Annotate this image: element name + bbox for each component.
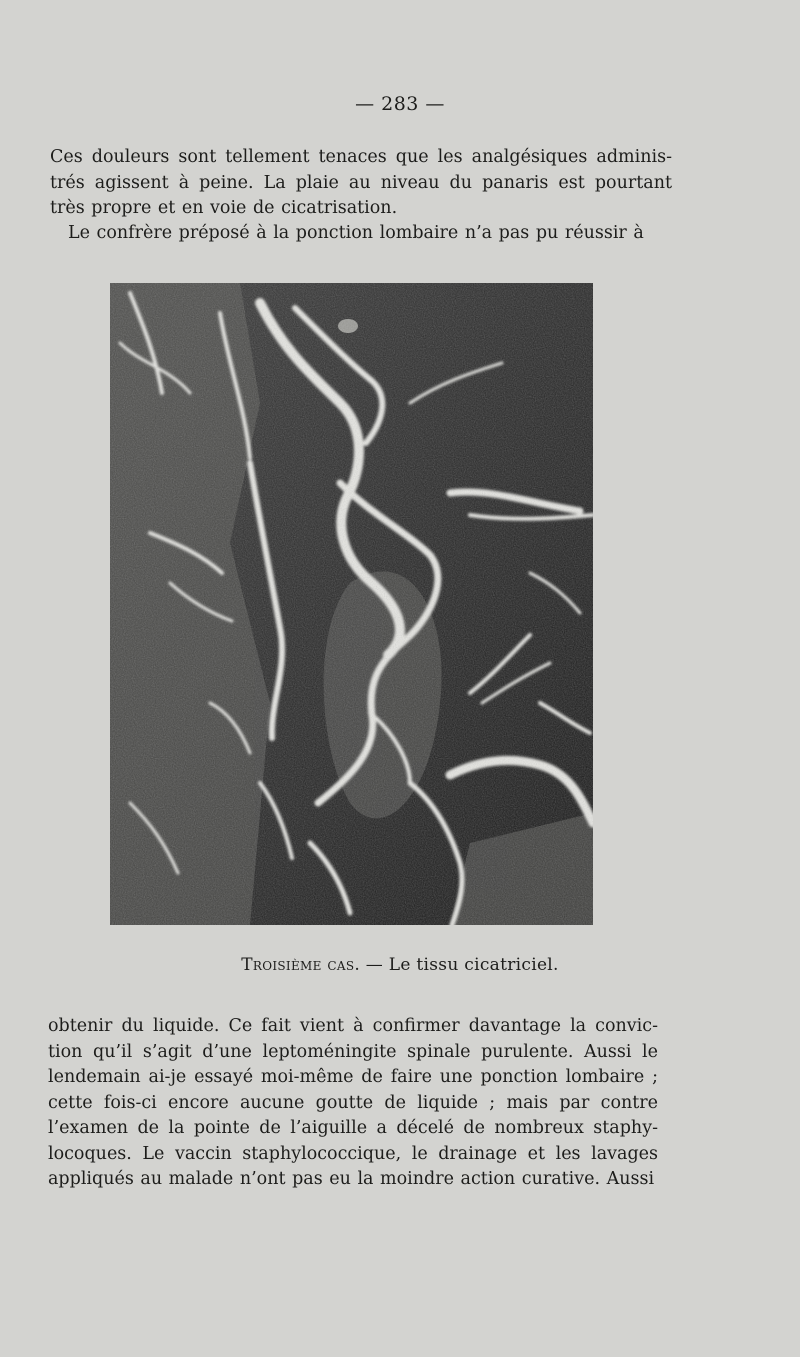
page-number: — 283 —: [355, 93, 445, 115]
caption-text: — Le tissu cicatriciel.: [360, 955, 559, 975]
micrograph-image: [110, 283, 593, 925]
paragraph-2: Le confrère préposé à la ponction lombaire n’a pas pu réussir à: [68, 223, 644, 243]
paragraph-1: Ces douleurs sont tellement tenaces que les analgésiques adminis-trés agissent à peine. La plaie au niveau du panaris est pourtant très propre et en voie de cicatrisation.: [50, 147, 672, 218]
caption-label: Troisième cas.: [241, 955, 361, 975]
paragraph-3: obtenir du liquide. Ce fait vient à confirmer davantage la convic-tion qu’il s’agit d’une leptoméningite spinale purulente. Aussi le lendemain ai-je essayé moi-même de faire une ponction lombaire ; cette fois-ci encore aucune goutte de liquide ; mais par contre l’examen de la pointe de l’aiguille a décelé de nombreux staphy-locoques. Le vaccin staphylococcique, le drainage et les lavages appliqués au malade n’ont pas eu la moindre action curative. Aussi: [48, 1016, 658, 1189]
micrograph-figure: [110, 283, 593, 925]
figure-caption: [0, 955, 800, 975]
